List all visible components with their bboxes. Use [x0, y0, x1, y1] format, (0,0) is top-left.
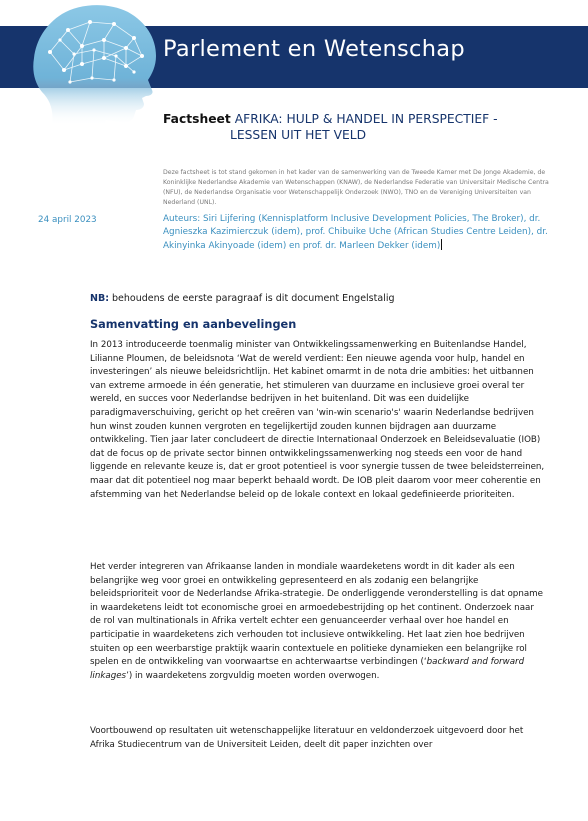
factsheet-label: Factsheet	[163, 112, 231, 126]
collaboration-statement: Deze factsheet is tot stand gekomen in het kader van de samenwerking van de Tweede Kamer met De Jonge Akademie, de Koninklijke Nederlandse Akademie van Wetenschappen (KNAW), de Nederlandse Federatie van Universitair Medische Centra (NFU), de Nederlandse Organisatie voor Wetenschappelijk Onderzoek (NWO), TNO en de Vereniging Universiteiten van Nederland (UNL).	[163, 169, 549, 206]
publication-date: 24 april 2023	[38, 215, 97, 225]
factsheet-title-line1: AFRIKA: HULP & HANDEL IN PERSPECTIEF -	[234, 112, 498, 126]
paragraph-2	[90, 561, 545, 683]
paragraph-2-text-a: Het verder integreren van Afrikaanse landen in mondiale waardeketens wordt in dit kader als een belangrijke weg voor groei en ontwikkeling gepresenteerd en als zodanig een belangrijke beleidsprioriteit voor de Nederlandse Afrika-strategie. De onderliggende veronderstelling is dat opname in waardeketens leidt tot economische groei en armoedebestrijding op het continent. Onderzoek naar de rol van multinationals in Afrika vertelt echter een genuanceerder verhaal over hoe handel en participatie in waardeketens zich verhouden tot inclusieve ontwikkeling. Het laat zien hoe bedrijven stuiten op een weerbarstige praktijk waarin contextuele en politieke dynamieken een belangrijke rol spelen en de ontwikkeling van voorwaartse en achterwaartse verbindingen (‘	[90, 562, 543, 668]
factsheet-title-line2: LESSEN UIT HET VELD	[230, 128, 367, 142]
paragraph-1: In 2013 introduceerde toenmalig minister van Ontwikkelingssamenwerking en Buitenlandse Handel, Lilianne Ploumen, de beleidsnota ‘Wat de wereld verdient: Een nieuwe agenda voor hulp, handel en investeringen’ als nieuwe beleidsrichtlijn. Het kabinet omarmt in de nota drie ambities: het uitbannen van extreme armoede in één generatie, het stimuleren van duurzame en inclusieve groei overal ter wereld, en succes voor Nederlandse bedrijven in het buitenland. Dit was een duidelijke paradigmaverschuiving, gericht op het creëren van 'win-win scenario's' waarin Nederlandse bedrijven hun winst zouden kunnen vergroten en tegelijkertijd zouden kunnen bijdragen aan duurzame ontwikkeling. Tien jaar later concludeert de directie Internationaal Onderzoek en Beleidsevaluatie (IOB) dat de focus op de private sector binnen ontwikkelingssamenwerking nog steeds een voor de hand liggende en relevante keuze is, dat er groot potentieel is voor synergie tussen de twee beleidsterreinen, maar dat dit potentieel nog maar beperkt behaald wordt. De IOB pleit daarom voor meer coherentie en afstemming van het Nederlandse beleid op de lokale context en lokaal gedefinieerde prioriteiten.	[90, 340, 545, 500]
paragraph-2-italic: backward and forward linkages	[90, 657, 525, 681]
paragraph-3: Voortbouwend op resultaten uit wetenschappelijke literatuur en veldonderzoek uitgevoerd door het Afrika Studiecentrum van de Universiteit Leiden, deelt dit paper inzichten over	[90, 726, 524, 750]
note-text: behoudens de eerste paragraaf is dit document Engelstalig	[109, 293, 395, 304]
authors-text: Auteurs: Siri Lijfering (Kennisplatform Inclusive Development Policies, The Broker), dr. Agnieszka Kazimierczuk (idem), prof. Chibuike Uche (African Studies Centre Leiden), dr. Akinyinka Akinyoade (idem) en prof. dr. Marleen Dekker (idem)	[163, 214, 548, 251]
authors-block	[163, 213, 555, 253]
paragraph-2-text-b: ’) in waardeketens zorgvuldig moeten worden overwogen.	[126, 670, 380, 681]
head-network-logo-icon	[30, 0, 158, 126]
section-title: Samenvatting en aanbevelingen	[90, 318, 297, 331]
language-note	[90, 293, 394, 304]
factsheet-heading	[163, 111, 573, 143]
note-label: NB:	[90, 293, 109, 304]
header-title: Parlement en Wetenschap	[163, 36, 465, 62]
text-cursor-icon	[441, 239, 442, 250]
